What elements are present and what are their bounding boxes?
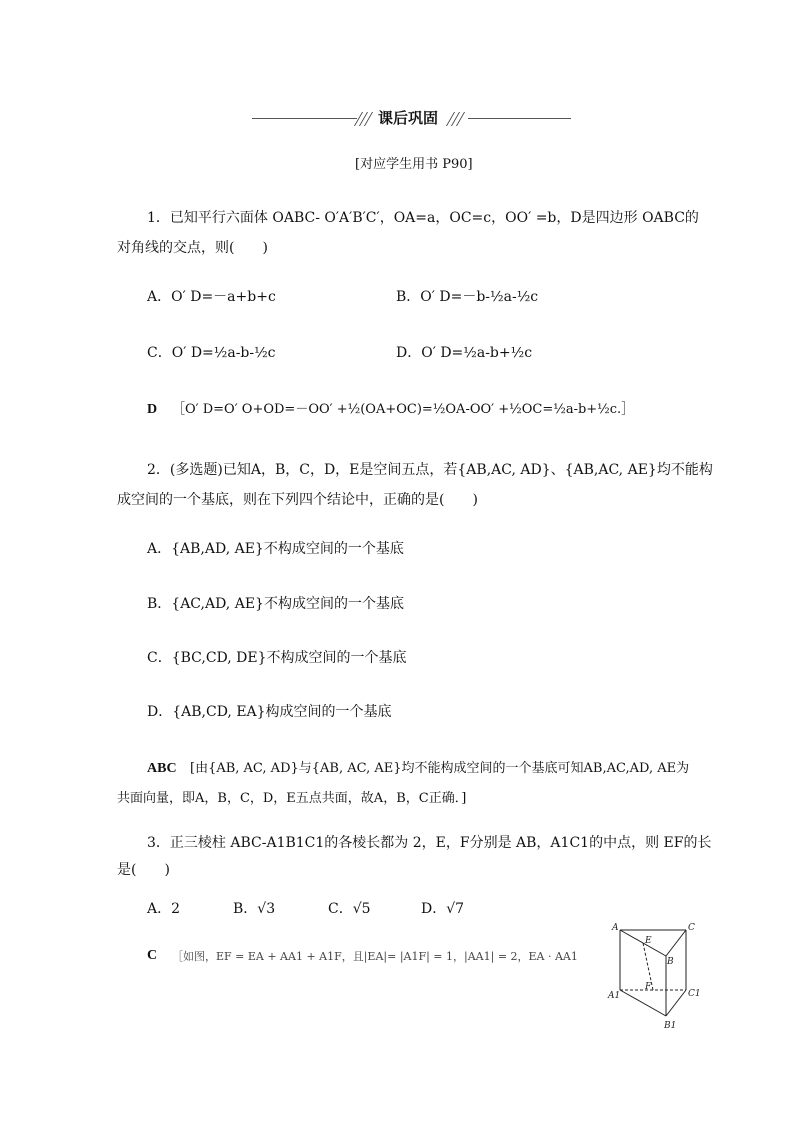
q1-answer-letter: D <box>147 402 158 417</box>
q3-stem-line1: 3．正三棱柱 ABC-A1B1C1的各棱长都为 2，E，F分别是 AB，A1C1的中点，则 EF的长 <box>147 835 712 851</box>
q2-option-d: D．{AB,CD, EA}构成空间的一个基底 <box>147 704 392 720</box>
q2-answer-line1: [由{AB, AC, AD}与{AB, AC, AE}均不能构成空间的一个基底可知AB,AC,AD, AE为 <box>190 761 690 776</box>
q1-stem-line1: 1．已知平行六面体 OABC- O′A′B′C′，OA=a，OC=c，OO′ =b，D是四边形 OABC的 <box>147 210 699 226</box>
q3-answer-explanation: ［如图，EF = EA + AA1 + A1F，且|EA|= |A1F| = 1，|AA1| = 2，EA · AA1 <box>172 950 578 963</box>
label-b: B <box>667 957 674 967</box>
label-e: E <box>645 936 652 946</box>
label-c: C <box>688 923 695 933</box>
label-b1: B1 <box>664 1021 677 1031</box>
header-rule-right <box>468 118 571 119</box>
q3-stem-line2: 是( ) <box>117 862 170 878</box>
q2-stem-line2: 成空间的一个基底，则在下列四个结论中，正确的是( ) <box>117 492 478 508</box>
q1-option-c: C．O′ D=½a-b-½c <box>147 345 276 361</box>
q2-answer-line2: 共面向量，即A，B，C，D，E五点共面，故A，B，C正确．] <box>117 791 467 806</box>
q2-option-b: B．{AC,AD, AE}不构成空间的一个基底 <box>147 596 404 612</box>
edge-a1b1 <box>620 990 666 1016</box>
edge-cb <box>666 930 686 956</box>
label-f: F <box>645 982 652 992</box>
q3-option-b: B．√3 <box>233 901 276 917</box>
q1-answer-explanation: ［O′ D=O′ O+OD=－OO′ +½(OA+OC)=½OA-OO′ +½OC=½a-b+½c.］ <box>172 402 635 417</box>
label-a: A <box>612 923 619 933</box>
q2-answer-letter: ABC <box>147 761 177 776</box>
q2-option-c: C．{BC,CD, DE}不构成空间的一个基底 <box>147 650 407 666</box>
q1-stem-line2: 对角线的交点，则( ) <box>117 240 268 256</box>
prism-figure <box>606 918 702 1036</box>
label-c1: C1 <box>688 989 701 999</box>
q3-option-c: C．√5 <box>328 901 371 917</box>
q1-option-b: B．O′ D=－b-½a-½c <box>396 289 539 305</box>
q1-option-a: A．O′ D=－a+b+c <box>147 289 276 305</box>
header-rule-left <box>252 118 357 119</box>
edge-c1b1 <box>666 990 686 1016</box>
q2-stem-line1: 2．(多选题)已知A，B，C，D，E是空间五点，若{AB,AC, AD}、{AB,AC, AE}均不能构 <box>147 462 713 478</box>
q3-answer-letter: C <box>147 948 158 963</box>
q2-option-a: A．{AB,AD, AE}不构成空间的一个基底 <box>147 541 404 557</box>
q3-option-a: A．2 <box>147 901 181 917</box>
label-a1: A1 <box>608 991 621 1001</box>
q1-option-d: D．O′ D=½a-b+½c <box>396 345 533 361</box>
section-title: 课后巩固 <box>378 109 439 127</box>
book-reference: [对应学生用书 P90] <box>355 157 473 172</box>
q3-option-d: D．√7 <box>421 901 465 917</box>
